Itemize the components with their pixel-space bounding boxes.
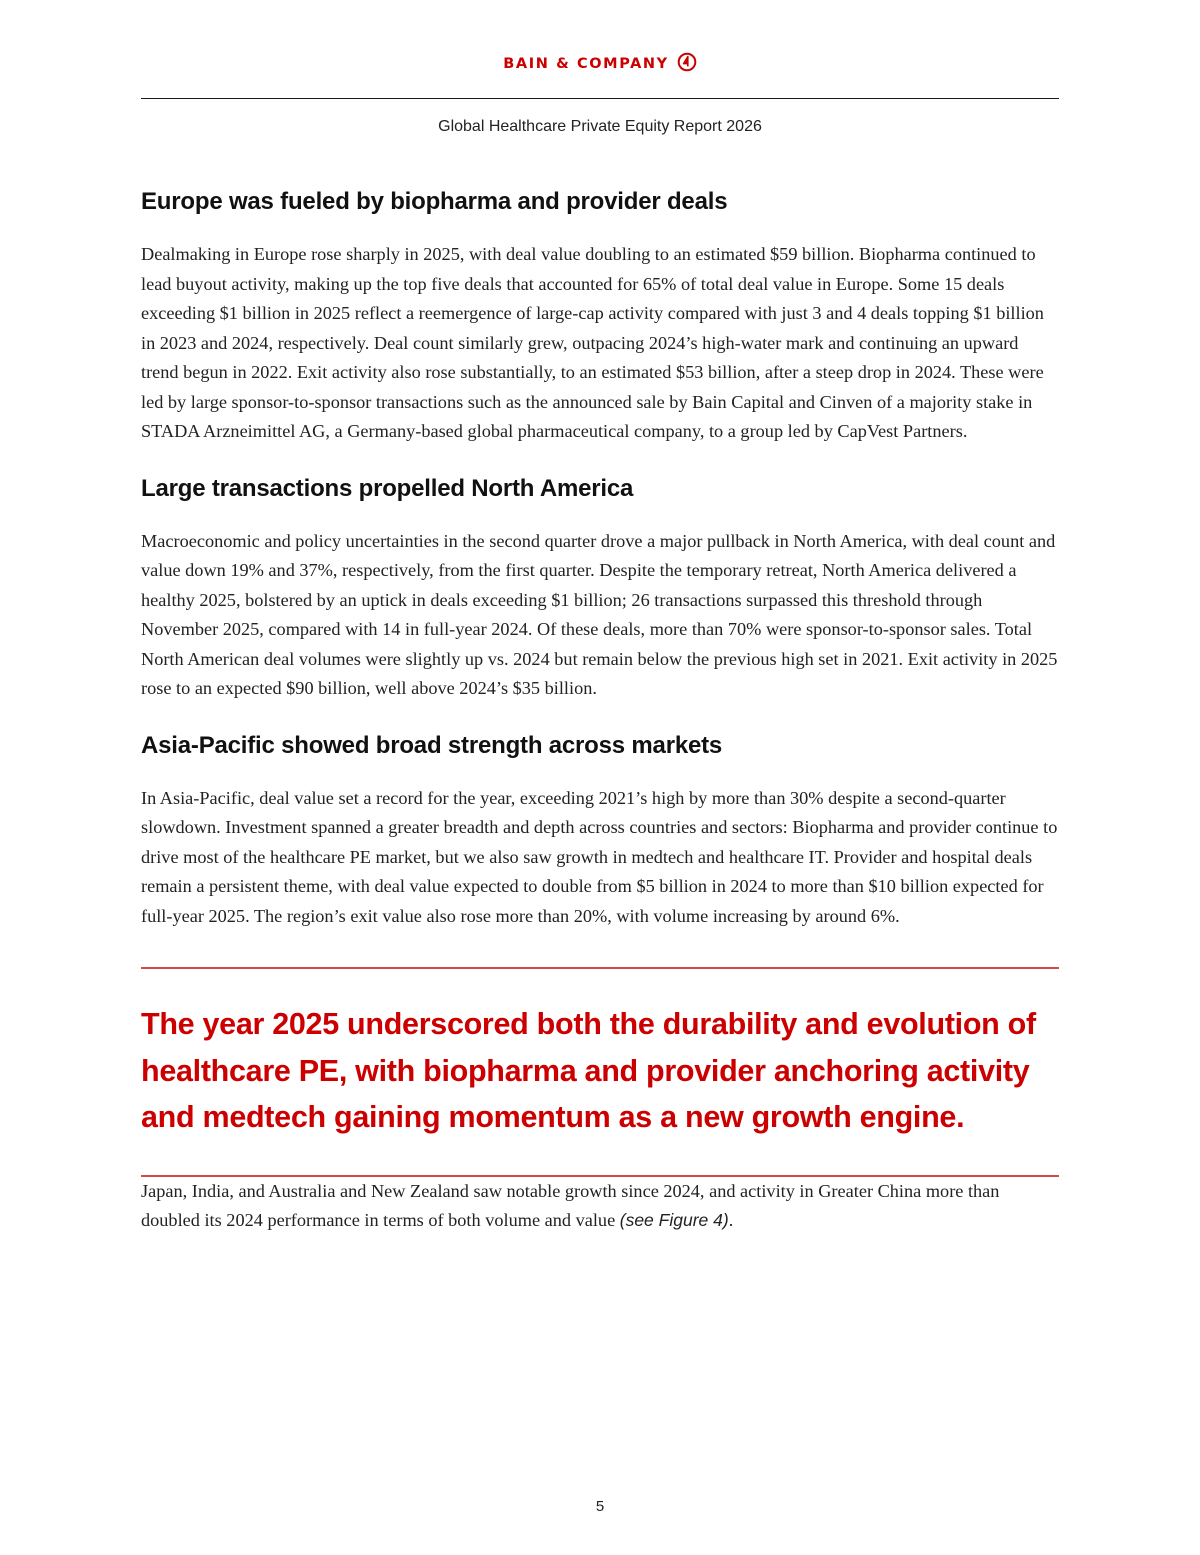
section-heading: Europe was fueled by biopharma and provider deals: [141, 188, 728, 215]
pull-quote-top-divider: [141, 967, 1059, 969]
report-title: Global Healthcare Private Equity Report 2026: [438, 118, 762, 135]
pull-quote: The year 2025 underscored both the durability and evolution of healthcare PE, with biopharma and provider anchoring activity and medtech gaining momentum as a new growth engine.: [141, 1007, 1036, 1134]
page-number: 5: [595, 1498, 605, 1515]
section-heading: Asia-Pacific showed broad strength across markets: [141, 731, 723, 759]
section-body: In Asia-Pacific, deal value set a record for the year, exceeding 2021’s high by more than 30% despite a second-quarter slowdown. Investment spanned a greater breadth and depth across countries and sectors: Biopharma and provider continue to drive most of the healthcare PE market, but we also saw growth in medtech and healthcare IT. Provider and hospital deals remain a persistent theme, with deal value expected to double from $5 billion in 2024 to more than $10 billion expected for full-year 2025. The region’s exit value also rose more than 20%, with volume increasing by around 6%.: [141, 787, 1058, 926]
brand-logo-icon: [677, 52, 697, 72]
header-divider: [141, 98, 1059, 99]
section-asia-pacific: [141, 730, 1059, 932]
closing-period: .: [728, 1210, 734, 1230]
section-heading: Large transactions propelled North America: [141, 474, 634, 502]
section-body: Macroeconomic and policy uncertainties in the second quarter drove a major pullback in North America, with deal count and value down 19% and 37%, respectively, from the first quarter. Despite the temporary retreat, North America delivered a healthy 2025, bolstered by an uptick in deals exceeding $1 billion; 26 transactions surpassed this threshold through November 2025, compared with 14 in full-year 2024. Of these deals, more than 70% were sponsor-to-sponsor sales. Total North American deal volumes were slightly up vs. 2024 but remain below the previous high set in 2021. Exit activity in 2025 rose to an expected $90 billion, well above 2024’s $35 billion.: [141, 530, 1058, 698]
closing-text: Japan, India, and Australia and New Zealand saw notable growth since 2024, and activity in Greater China more than doubled its 2024 performance in terms of both volume and value: [141, 1180, 1000, 1230]
brand-header: [0, 52, 1200, 76]
closing-paragraph: [141, 1177, 1059, 1236]
section-north-america: [141, 473, 1059, 704]
section-body: Dealmaking in Europe rose sharply in 2025, with deal value doubling to an estimated $59 billion. Biopharma continued to lead buyout activity, making up the top five deals that accounted for 65% of total deal value in Europe. Some 15 deals exceeding $1 billion in 2025 reflect a reemergence of large-cap activity compared with just 3 and 4 deals topping $1 billion in 2023 and 2024, respectively. Deal count similarly grew, outpacing 2024’s high-water mark and continuing an upward trend begun in 2022. Exit activity also rose substantially, to an estimated $53 billion, after a steep drop in 2024. These were led by large sponsor-to-sponsor transactions such as the announced sale by Bain Capital and Cinven of a majority stake in STADA Arzneimittel AG, a Germany-based global pharmaceutical company, to a group led by CapVest Partners.: [141, 244, 1044, 441]
figure-reference: (see Figure 4): [619, 1210, 729, 1230]
brand-name: BAIN & COMPANY: [503, 56, 669, 72]
main-content: [141, 186, 1059, 1262]
section-europe: [141, 186, 1059, 447]
